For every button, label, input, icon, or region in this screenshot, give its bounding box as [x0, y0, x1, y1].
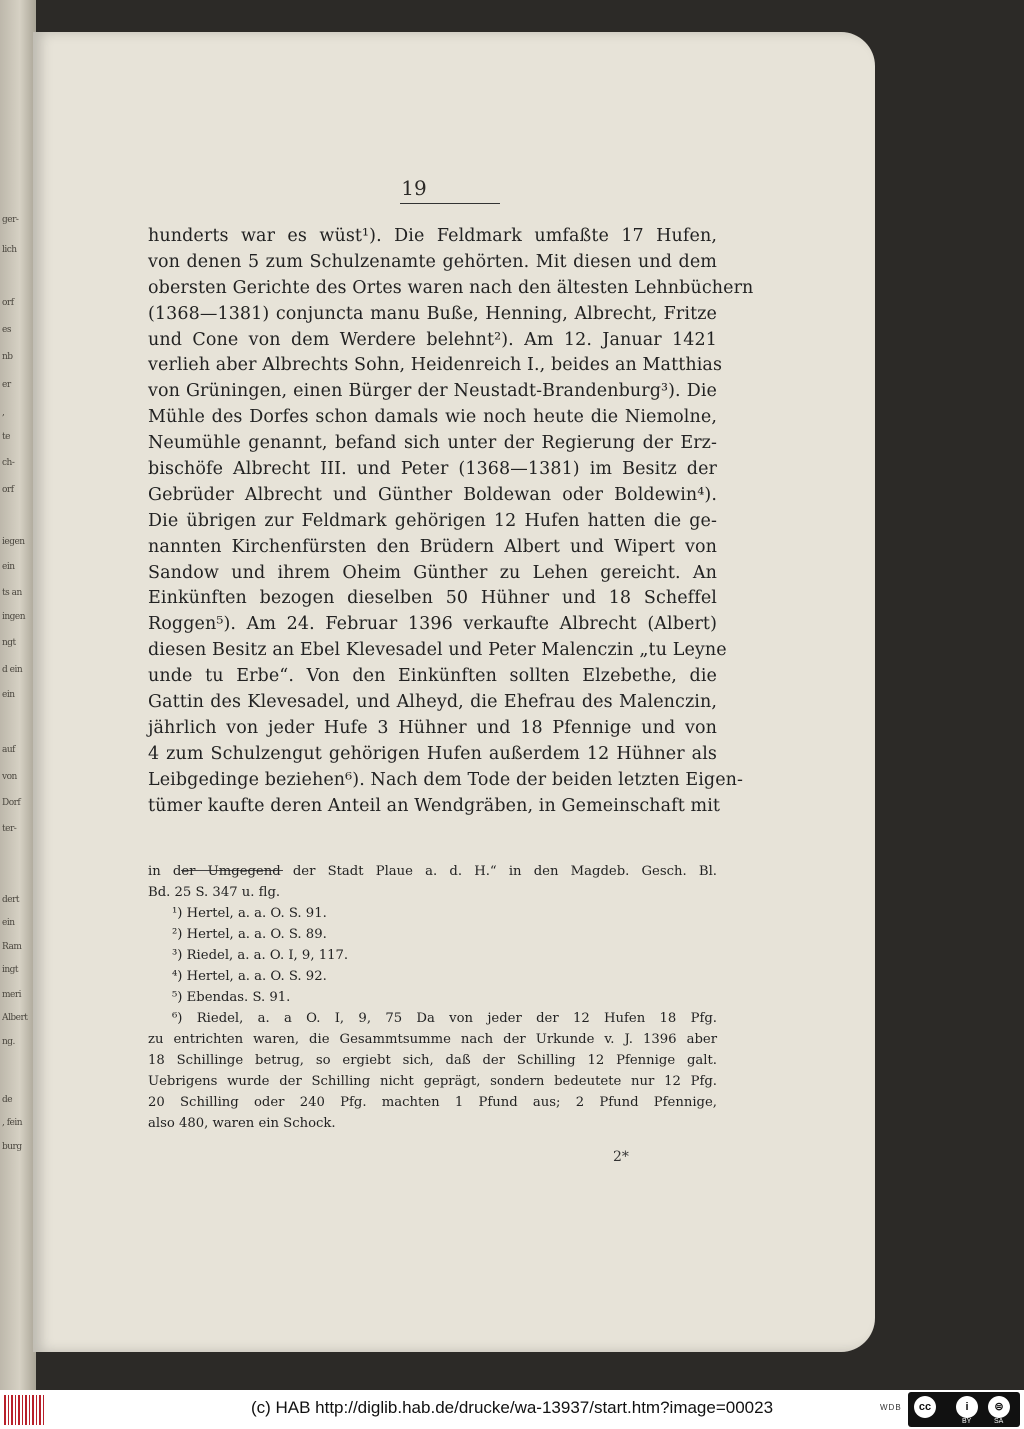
footnote-line: ⁴) Hertel, a. a. O. S. 92.	[172, 969, 327, 984]
body-line: bischöfe Albrecht III. und Peter (1368—1381) im Besitz der	[148, 459, 717, 480]
footnote-line: Bd. 25 S. 347 u. flg.	[148, 885, 281, 900]
body-line: von Grüningen, einen Bürger der Neustadt-Brandenburg³). Die	[148, 381, 717, 402]
footnote-line: ⁵) Ebendas. S. 91.	[172, 990, 291, 1005]
footnote-line: zu entrichten waren, die Gesammtsumme nach der Urkunde v. J. 1396 aber	[148, 1032, 717, 1047]
body-line: 4 zum Schulzengut gehörigen Hufen außerdem 12 Hühner als	[148, 743, 717, 764]
signature-mark: 2*	[613, 1149, 629, 1165]
body-line: Neumühle genannt, befand sich unter der Regierung der Erz-	[148, 433, 717, 454]
body-line: nannten Kirchenfürsten den Brüdern Albert und Wipert von	[148, 536, 717, 557]
footnote-line: ¹) Hertel, a. a. O. S. 91.	[172, 906, 327, 921]
footnote-line: 18 Schillinge betrug, so ergiebt sich, daß der Schilling 12 Pfennige galt.	[148, 1053, 717, 1068]
footnotes	[148, 861, 717, 1134]
footnote-line: ³) Riedel, a. a. O. I, 9, 117.	[172, 948, 349, 963]
body-line: unde tu Erbe“. Von den Einkünften sollten Elzebethe, die	[148, 666, 717, 687]
body-line: von denen 5 zum Schulzenamte gehörten. Mit diesen und dem	[148, 251, 717, 272]
sa-label: SA	[994, 1418, 1004, 1425]
body-line: Einkünften bezogen dieselben 50 Hühner und 18 Scheffel	[148, 588, 717, 609]
footnote-line: also 480, waren ein Schock.	[148, 1116, 336, 1131]
body-line: obersten Gerichte des Ortes waren nach den ältesten Lehnbüchern	[148, 277, 754, 298]
wdb-label: WDB	[880, 1403, 902, 1412]
footnote-line: Uebrigens wurde der Schilling nicht geprägt, sondern bedeutete nur 12 Pfg.	[148, 1074, 717, 1089]
copyright-link[interactable]: (c) HAB http://diglib.hab.de/drucke/wa-13937/start.htm?image=00023	[250, 1398, 774, 1417]
body-line: jährlich von jeder Hufe 3 Hühner und 18 Pfennige und von	[148, 717, 717, 738]
body-line: Mühle des Dorfes schon damals wie noch heute die Niemolne,	[148, 407, 717, 428]
footnote-line: ²) Hertel, a. a. O. S. 89.	[172, 927, 327, 942]
book-page	[33, 32, 875, 1352]
body-text	[148, 224, 754, 819]
page-number: 19	[401, 176, 427, 200]
previous-page-edge: ger- lich orf es nb er , te ch- orf iegen ein ts an ingen ngt d ein ein auf von Dorf ter- dert ein Ram ingt meri Albert ng. de , fein burg	[0, 0, 36, 1390]
footnote-line: ⁶) Riedel, a. a O. I, 9, 75 Da von jeder der 12 Hufen 18 Pfg.	[172, 1011, 717, 1026]
page-number-rule	[400, 203, 500, 204]
by-icon: i	[956, 1396, 978, 1418]
body-line: Die übrigen zur Feldmark gehörigen 12 Hufen hatten die ge-	[148, 510, 717, 531]
body-line: (1368—1381) conjuncta manu Buße, Henning, Albrecht, Fritze	[148, 303, 717, 324]
body-line: hunderts war es wüst¹). Die Feldmark umfaßte 17 Hufen,	[148, 226, 717, 246]
by-label: BY	[962, 1418, 972, 1425]
cc-icon: cc	[914, 1396, 936, 1418]
body-line: und Cone von dem Werdere belehnt²). Am 12. Januar 1421	[148, 329, 717, 350]
body-line: Leibgedinge beziehen⁶). Nach dem Tode der beiden letzten Eigen-	[148, 769, 744, 790]
body-line: Sandow und ihrem Oheim Günther zu Lehen gereicht. An	[148, 562, 717, 583]
body-line: Gebrüder Albrecht und Günther Boldewan oder Boldewin⁴).	[148, 484, 717, 505]
body-line: diesen Besitz an Ebel Klevesadel und Peter Malenczin „tu Leyne	[148, 640, 727, 661]
footer-bar	[0, 1390, 1024, 1429]
body-line: tümer kaufte deren Anteil an Wendgräben, in Gemeinschaft mit	[148, 795, 721, 816]
body-line: Roggen⁵). Am 24. Februar 1396 verkaufte Albrecht (Albert)	[148, 614, 717, 635]
body-line: verlieh aber Albrechts Sohn, Heidenreich I., beides an Matthias	[148, 355, 723, 376]
sa-icon: ⊜	[988, 1396, 1010, 1418]
cc-license-badge[interactable]	[908, 1392, 1020, 1427]
body-line: Gattin des Klevesadel, und Alheyd, die Ehefrau des Malenczin,	[148, 692, 717, 713]
footnote-line: in der Umgegend der Stadt Plaue a. d. H.“ in den Magdeb. Gesch. Bl.	[148, 864, 717, 879]
footnote-line: 20 Schilling oder 240 Pfg. machten 1 Pfund aus; 2 Pfund Pfennige,	[148, 1095, 717, 1110]
